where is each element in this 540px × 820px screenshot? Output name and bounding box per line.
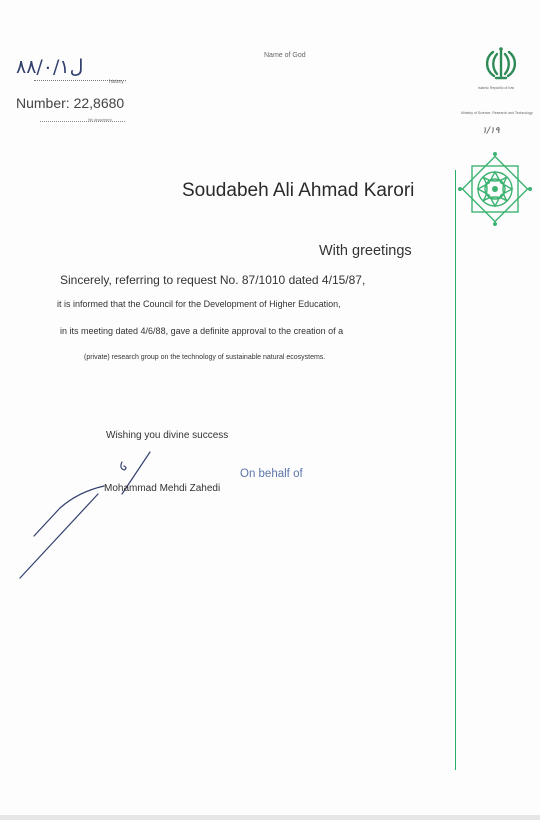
ministry-name: Ministry of Science, Research and Technology [461, 111, 533, 115]
name-of-god: Name of God [264, 52, 306, 59]
page-bottom-edge [0, 815, 540, 820]
closing-line: Wishing you divine success [106, 430, 229, 441]
on-behalf-label: On behalf of [240, 468, 303, 480]
department-label: 9th department [88, 118, 112, 122]
history-label: history : [109, 79, 127, 85]
greeting: With greetings [319, 243, 412, 259]
handwritten-reference: ۱/۱۹ [482, 126, 500, 136]
handwritten-number: ۸۸/۰/ل۱ [16, 56, 84, 78]
body-line: Sincerely, referring to request No. 87/1010 dated 4/15/87, [60, 273, 366, 287]
recipient-name: Soudabeh Ali Ahmad Karori [182, 180, 415, 201]
body-line: (private) research group on the technology of sustainable natural ecosystems. [84, 354, 326, 361]
signer-name: Mohammad Mehdi Zahedi [104, 483, 221, 494]
body-line: in its meeting dated 4/6/88, gave a definite approval to the creation of a [60, 326, 344, 336]
letter-number: Number: 22,8680 [16, 95, 125, 111]
body-line: it is informed that the Council for the Development of Higher Education, [57, 299, 341, 309]
country-name: Islamic Republic of Iran [478, 86, 515, 90]
